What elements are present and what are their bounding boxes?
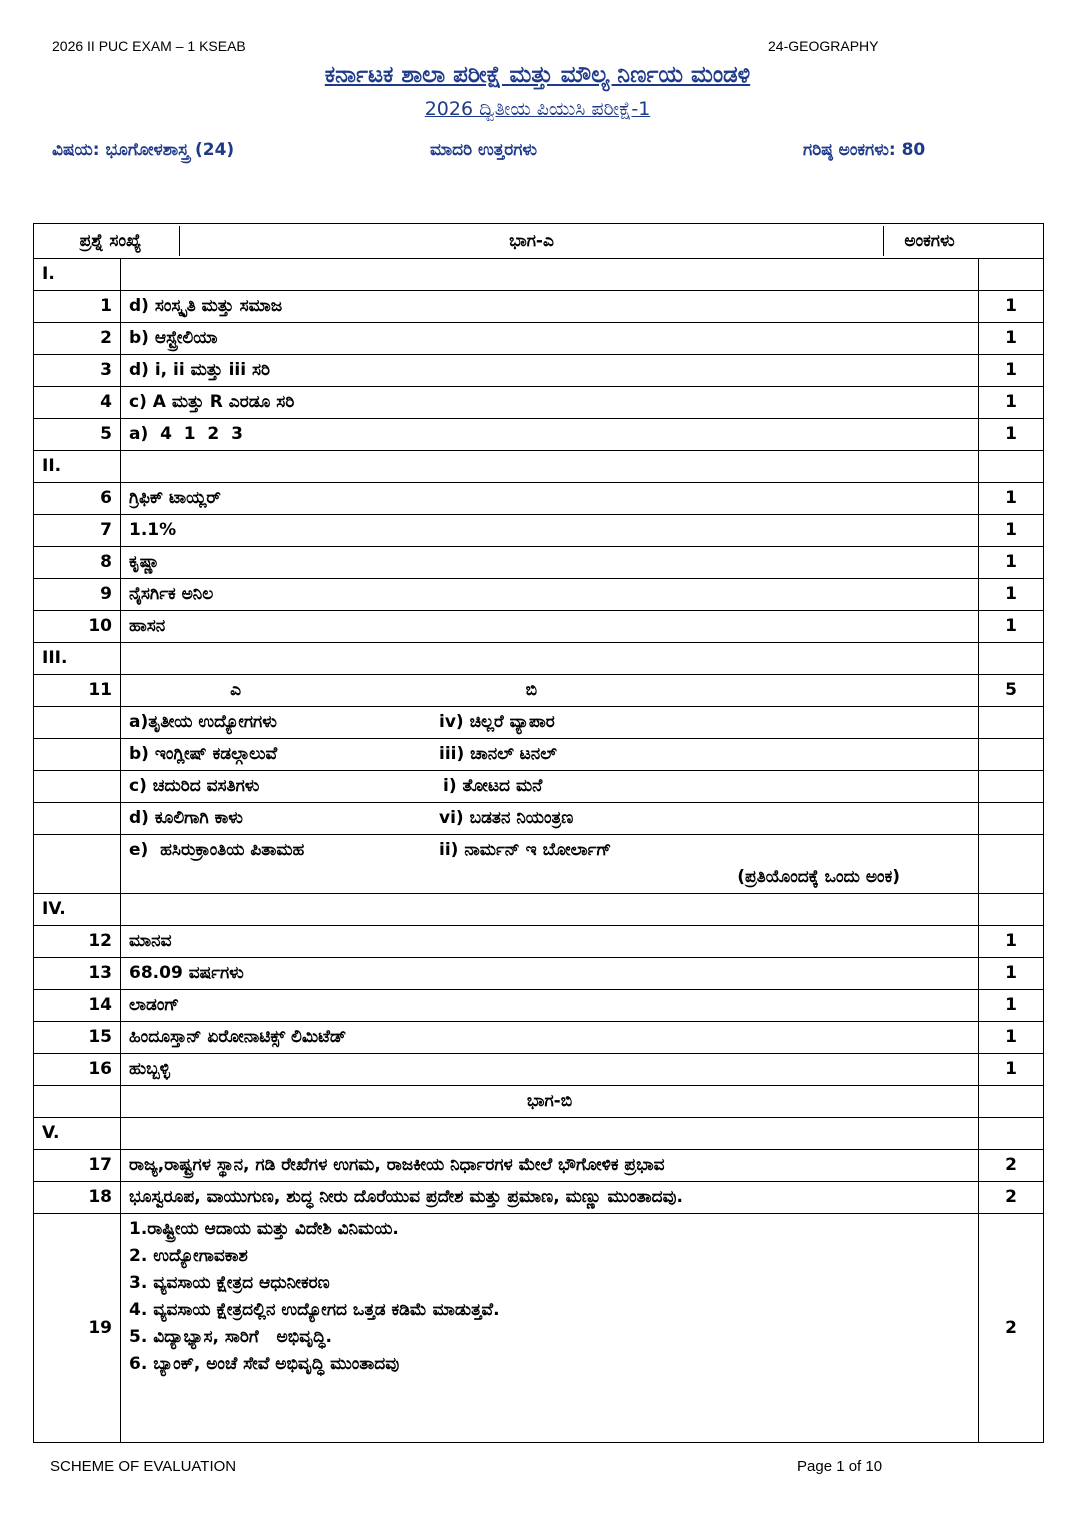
answer-text: ಭೂಸ್ವರೂಪ, ವಾಯುಗುಣ, ಶುದ್ಧ ನೀರು ದೊರೆಯುವ ಪ್ರದೇಶ ಮತ್ತು ಪ್ರಮಾಣ, ಮಣ್ಣು ಮುಂತಾದವು. <box>121 1182 979 1214</box>
table-row <box>34 803 1044 835</box>
table-header-row <box>34 224 1044 259</box>
marks-value: 1 <box>979 1054 1044 1086</box>
match-right: i) ತೋಟದ ಮನೆ <box>443 776 543 796</box>
marks-value: 5 <box>979 675 1044 707</box>
question-number: 7 <box>34 515 121 547</box>
match-right: iii) ಚಾನಲ್ ಟನಲ್ <box>439 744 557 764</box>
section-label: V. <box>34 1118 121 1150</box>
marks-value: 1 <box>979 323 1044 355</box>
answer-text: ರಾಜ್ಯ,ರಾಷ್ಟ್ರಗಳ ಸ್ಥಾನ, ಗಡಿ ರೇಖೆಗಳ ಉಗಮ, ರಾಜಕೀಯ ನಿರ್ಧಾರಗಳ ಮೇಲೆ ಭೌಗೋಳಿಕ ಪ್ರಭಾವ <box>121 1150 979 1182</box>
answer-text: 68.09 ವರ್ಷಗಳು <box>121 958 979 990</box>
marks-value: 1 <box>979 291 1044 323</box>
marks-value: 1 <box>979 515 1044 547</box>
question-number: 19 <box>34 1214 121 1443</box>
answer-line: 2. ಉದ್ಯೋಗಾವಕಾಶ <box>129 1246 248 1266</box>
table-row <box>34 739 1044 771</box>
question-number: 4 <box>34 387 121 419</box>
document-type: ಮಾದರಿ ಉತ್ತರಗಳು <box>430 140 538 160</box>
answer-text: a) 4 1 2 3 <box>121 419 979 451</box>
answer-text: ನೈಸರ್ಗಿಕ ಅನಿಲ <box>121 579 979 611</box>
table-row <box>34 1150 1044 1182</box>
answer-text: ಲಾಡಂಗ್ <box>121 990 979 1022</box>
marks-value: 1 <box>979 926 1044 958</box>
match-right: ii) ನಾರ್ಮನ್ ಇ ಬೋರ್ಲಾಗ್ <box>439 840 612 860</box>
answer-text: 1.1% <box>121 515 979 547</box>
section-label: III. <box>34 643 121 675</box>
marks-value: 1 <box>979 355 1044 387</box>
exam-header-right: 24-GEOGRAPHY <box>768 38 879 54</box>
marks-value: 1 <box>979 1022 1044 1054</box>
answer-line: 3. ವ್ಯವಸಾಯ ಕ್ಷೇತ್ರದ ಆಧುನೀಕರಣ <box>129 1273 330 1293</box>
question-number: 3 <box>34 355 121 387</box>
question-number: 5 <box>34 419 121 451</box>
col-question-number: ಪ್ರಶ್ನೆ ಸಂಖ್ಯೆ <box>42 226 180 256</box>
question-number: 8 <box>34 547 121 579</box>
question-number: 10 <box>34 611 121 643</box>
answer-text: ಗ್ರಿಫಿಕ್ ಟಾಯ್ಲರ್ <box>121 483 979 515</box>
table-row <box>34 1022 1044 1054</box>
match-left: c) ಚದುರಿದ ವಸತಿಗಳು <box>129 776 260 796</box>
question-number: 14 <box>34 990 121 1022</box>
table-row <box>34 707 1044 739</box>
marks-value: 1 <box>979 483 1044 515</box>
section-label: IV. <box>34 894 121 926</box>
marks-value: 1 <box>979 958 1044 990</box>
answer-line: 1.ರಾಷ್ಟ್ರೀಯ ಆದಾಯ ಮತ್ತು ವಿದೇಶಿ ವಿನಿಮಯ. <box>129 1219 399 1239</box>
table-row <box>34 926 1044 958</box>
answer-text: ಹುಬ್ಬಳ್ಳಿ <box>121 1054 979 1086</box>
table-row <box>34 419 1044 451</box>
table-row <box>34 1054 1044 1086</box>
table-row <box>34 894 1044 926</box>
marks-value: 1 <box>979 387 1044 419</box>
table-row <box>34 291 1044 323</box>
table-row <box>34 1118 1044 1150</box>
exam-header-left: 2026 II PUC EXAM – 1 KSEAB <box>52 38 246 54</box>
match-note: (ಪ್ರತಿಯೊಂದಕ್ಕೆ ಒಂದು ಅಂಕ) <box>737 867 900 887</box>
exam-subtitle: 2026 ದ್ವಿತೀಯ ಪಿಯುಸಿ ಪರೀಕ್ಷೆ-1 <box>424 98 651 120</box>
match-column-a: ಎ <box>230 680 241 700</box>
answer-text: b) ಆಸ್ಟ್ರೇಲಿಯಾ <box>121 323 979 355</box>
marks-value: 1 <box>979 547 1044 579</box>
question-number: 9 <box>34 579 121 611</box>
match-right: iv) ಚಿಲ್ಲರೆ ವ್ಯಾಪಾರ <box>439 712 555 732</box>
table-row <box>34 675 1044 707</box>
table-row <box>34 259 1044 291</box>
match-column-b: ಬಿ <box>525 680 537 700</box>
table-row <box>34 323 1044 355</box>
question-number: 15 <box>34 1022 121 1054</box>
table-row <box>34 451 1044 483</box>
table-row <box>34 1086 1044 1118</box>
table-row <box>34 771 1044 803</box>
marks-value: 1 <box>979 611 1044 643</box>
marks-value: 1 <box>979 579 1044 611</box>
table-row <box>34 643 1044 675</box>
match-left: e) ಹಸಿರುಕ್ರಾಂತಿಯ ಪಿತಾಮಹ <box>129 840 305 860</box>
answer-text: ಹಿಂದೂಸ್ತಾನ್ ಏರೋನಾಟಿಕ್ಸ್ ಲಿಮಿಟೆಡ್ <box>121 1022 979 1054</box>
table-row <box>34 515 1044 547</box>
question-number: 13 <box>34 958 121 990</box>
table-row <box>34 1182 1044 1214</box>
question-number: 2 <box>34 323 121 355</box>
question-number: 12 <box>34 926 121 958</box>
part-b-heading: ಭಾಗ-ಬಿ <box>121 1086 979 1118</box>
marks-value: 2 <box>979 1214 1044 1443</box>
match-left: d) ಕೂಲಿಗಾಗಿ ಕಾಳು <box>129 808 243 828</box>
section-label: I. <box>34 259 121 291</box>
question-number: 16 <box>34 1054 121 1086</box>
footer-page-number: Page 1 of 10 <box>797 1458 883 1475</box>
answer-text: ಕೃಷ್ಣಾ <box>121 547 979 579</box>
answer-text: ಹಾಸನ <box>121 611 979 643</box>
answer-table <box>33 223 1044 1443</box>
answer-line: 5. ವಿದ್ಯಾಭ್ಯಾಸ, ಸಾರಿಗೆ ಅಭಿವೃದ್ಧಿ. <box>129 1327 332 1347</box>
table-row <box>34 835 1044 894</box>
subject-label: ವಿಷಯ: ಭೂಗೋಳಶಾಸ್ತ್ರ (24) <box>52 140 235 160</box>
table-row <box>34 611 1044 643</box>
answer-text: d) i, ii ಮತ್ತು iii ಸರಿ <box>121 355 979 387</box>
section-label: II. <box>34 451 121 483</box>
question-number: 18 <box>34 1182 121 1214</box>
match-left: a)ತೃತೀಯ ಉದ್ಯೋಗಗಳು <box>129 712 277 732</box>
answer-text: d) ಸಂಸ್ಕೃತಿ ಮತ್ತು ಸಮಾಜ <box>121 291 979 323</box>
table-row <box>34 547 1044 579</box>
match-right: vi) ಬಡತನ ನಿಯಂತ್ರಣ <box>439 808 574 828</box>
match-left: b) ಇಂಗ್ಲೀಷ್ ಕಡಲ್ಗಾಲುವೆ <box>129 744 278 764</box>
table-row <box>34 483 1044 515</box>
board-title: ಕರ್ನಾಟಕ ಶಾಲಾ ಪರೀಕ್ಷೆ ಮತ್ತು ಮೌಲ್ಯ ನಿರ್ಣಯ ಮಂಡಳಿ <box>324 62 751 88</box>
answer-text: ಮಾನವ <box>121 926 979 958</box>
answer-text: c) A ಮತ್ತು R ಎರಡೂ ಸರಿ <box>121 387 979 419</box>
table-row <box>34 958 1044 990</box>
table-row <box>34 387 1044 419</box>
table-row <box>34 355 1044 387</box>
answer-line: 4. ವ್ಯವಸಾಯ ಕ್ಷೇತ್ರದಲ್ಲಿನ ಉದ್ಯೋಗದ ಒತ್ತಡ ಕಡಿಮೆ ಮಾಡುತ್ತವೆ. <box>129 1300 500 1320</box>
marks-value: 2 <box>979 1182 1044 1214</box>
answer-line: 6. ಬ್ಯಾಂಕ್, ಅಂಚೆ ಸೇವೆ ಅಭಿವೃದ್ಧಿ ಮುಂತಾದವು <box>129 1354 400 1374</box>
table-row <box>34 990 1044 1022</box>
max-marks: ಗರಿಷ್ಠ ಅಂಕಗಳು: 80 <box>803 140 926 160</box>
col-marks: ಅಂಕಗಳು <box>904 231 955 251</box>
table-row <box>34 1214 1044 1443</box>
question-number: 17 <box>34 1150 121 1182</box>
marks-value: 1 <box>979 990 1044 1022</box>
table-row <box>34 579 1044 611</box>
question-number: 6 <box>34 483 121 515</box>
marks-value: 1 <box>979 419 1044 451</box>
col-part: ಭಾಗ-ಎ <box>180 226 884 256</box>
marks-value: 2 <box>979 1150 1044 1182</box>
question-number: 11 <box>34 675 121 707</box>
question-number: 1 <box>34 291 121 323</box>
footer-scheme: SCHEME OF EVALUATION <box>50 1458 237 1475</box>
